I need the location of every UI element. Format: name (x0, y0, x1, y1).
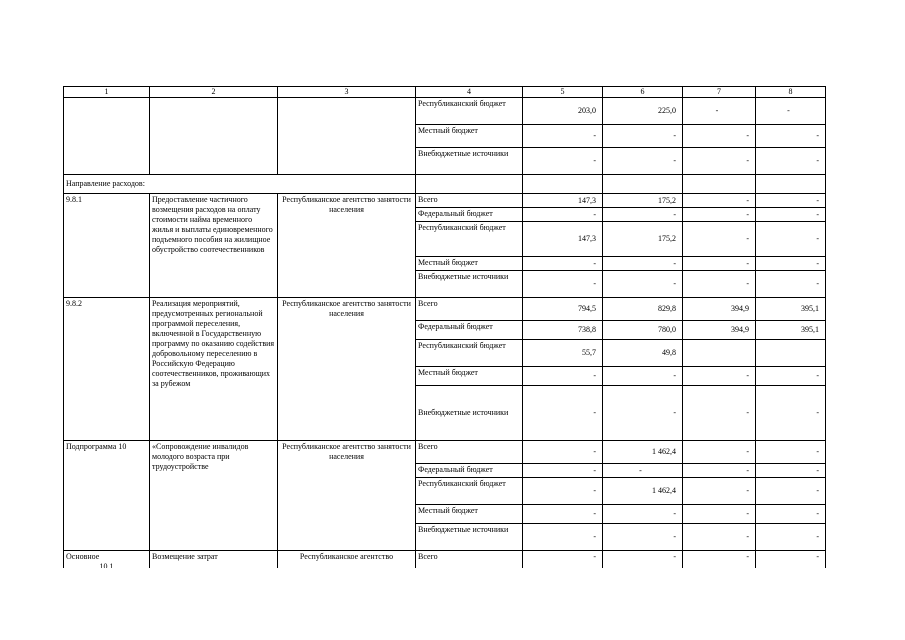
value-cell: 175,2 (603, 194, 683, 208)
source-cell: Федеральный бюджет (416, 321, 523, 340)
source-cell: Внебюджетные источники (416, 524, 523, 551)
value-cell: - (756, 524, 826, 551)
value-cell: - (523, 125, 603, 148)
value-cell: - (603, 464, 683, 478)
col-header: 7 (683, 87, 756, 98)
source-cell: Внебюджетные источники (416, 148, 523, 175)
table-viewport (63, 86, 826, 568)
value-cell: - (756, 367, 826, 386)
value-cell: 49,8 (603, 340, 683, 367)
item-name: «Сопровождение инвалидов молодого возраста при трудоустройстве (150, 441, 278, 551)
table-row (64, 194, 826, 208)
value-cell: - (603, 367, 683, 386)
value-cell: - (523, 505, 603, 524)
value-cell: - (603, 125, 683, 148)
value-cell: - (603, 505, 683, 524)
empty-cell (416, 175, 523, 194)
value-cell: - (603, 148, 683, 175)
value-cell: - (756, 148, 826, 175)
source-cell: Местный бюджет (416, 505, 523, 524)
value-cell: - (683, 98, 756, 125)
value-cell: - (683, 524, 756, 551)
value-cell: - (683, 386, 756, 441)
source-cell: Всего (416, 551, 523, 569)
value-cell (683, 340, 756, 367)
value-cell: 780,0 (603, 321, 683, 340)
item-name: Возмещение затрат (150, 551, 278, 569)
value-cell: - (683, 505, 756, 524)
empty-cell (278, 98, 416, 175)
table-row (64, 441, 826, 464)
value-cell: - (756, 125, 826, 148)
value-cell: 394,9 (683, 321, 756, 340)
item-executor: Республиканское агентство (278, 551, 416, 569)
empty-cell (523, 175, 603, 194)
value-cell (756, 340, 826, 367)
value-cell: - (603, 386, 683, 441)
value-cell: 147,3 (523, 194, 603, 208)
value-cell: - (523, 551, 603, 569)
empty-cell (683, 175, 756, 194)
value-cell: - (756, 441, 826, 464)
source-cell: Внебюджетные источники (416, 386, 523, 441)
value-cell: - (603, 551, 683, 569)
value-cell: - (683, 478, 756, 505)
empty-cell (756, 175, 826, 194)
value-cell: - (683, 208, 756, 222)
source-cell: Федеральный бюджет (416, 464, 523, 478)
budget-table (63, 86, 826, 568)
item-code: 9.8.1 (64, 194, 150, 298)
value-cell: 829,8 (603, 298, 683, 321)
value-cell: 147,3 (523, 222, 603, 257)
source-cell: Республиканский бюджет (416, 340, 523, 367)
table-row (64, 298, 826, 321)
value-cell: - (603, 257, 683, 271)
value-cell: - (603, 271, 683, 298)
value-cell: 1 462,4 (603, 441, 683, 464)
value-cell: - (683, 464, 756, 478)
value-cell: - (523, 464, 603, 478)
value-cell: 394,9 (683, 298, 756, 321)
value-cell: - (683, 222, 756, 257)
value-cell: - (683, 551, 756, 569)
column-number-row (64, 87, 826, 98)
value-cell: - (683, 367, 756, 386)
value-cell: - (523, 478, 603, 505)
value-cell: - (523, 367, 603, 386)
value-cell: - (756, 194, 826, 208)
col-header: 1 (64, 87, 150, 98)
col-header: 4 (416, 87, 523, 98)
item-name: Предоставление частичного возмещения расходов на оплату стоимости найма временного жилья и выплаты единовременного подъемного пособия на жилищное обустройство соотечественников (150, 194, 278, 298)
col-header: 8 (756, 87, 826, 98)
item-code (64, 551, 150, 569)
value-cell: - (523, 524, 603, 551)
source-cell: Республиканский бюджет (416, 98, 523, 125)
value-cell: - (603, 208, 683, 222)
source-cell: Всего (416, 194, 523, 208)
value-cell: - (683, 257, 756, 271)
value-cell: 738,8 (523, 321, 603, 340)
item-name: Реализация мероприятий, предусмотренных региональной программой переселения, включенной в Государственную программу по оказанию содействия добровольному переселению в Российскую Федерацию соотечественников, проживающих за рубежом (150, 298, 278, 441)
empty-cell (603, 175, 683, 194)
value-cell: - (756, 505, 826, 524)
value-cell: - (756, 386, 826, 441)
value-cell: 395,1 (756, 298, 826, 321)
value-cell: 55,7 (523, 340, 603, 367)
value-cell: 794,5 (523, 298, 603, 321)
value-cell: - (683, 125, 756, 148)
value-cell: - (683, 441, 756, 464)
value-cell: 175,2 (603, 222, 683, 257)
item-executor: Республиканское агентство занятости населения (278, 194, 416, 298)
empty-cell (150, 98, 278, 175)
table-row (64, 98, 826, 125)
item-executor: Республиканское агентство занятости населения (278, 298, 416, 441)
empty-cell (64, 98, 150, 175)
item-code-number: 10.1 (99, 562, 114, 568)
value-cell: - (523, 386, 603, 441)
value-cell: - (756, 551, 826, 569)
value-cell: - (603, 524, 683, 551)
source-cell: Республиканский бюджет (416, 222, 523, 257)
value-cell: - (756, 208, 826, 222)
source-cell: Местный бюджет (416, 257, 523, 271)
source-cell: Внебюджетные источники (416, 271, 523, 298)
value-cell: 225,0 (603, 98, 683, 125)
value-cell: - (683, 271, 756, 298)
value-cell: - (756, 222, 826, 257)
value-cell: - (523, 271, 603, 298)
value-cell: - (756, 98, 826, 125)
col-header: 6 (603, 87, 683, 98)
source-cell: Местный бюджет (416, 367, 523, 386)
value-cell: - (523, 208, 603, 222)
col-header: 3 (278, 87, 416, 98)
item-code-text: Основное (66, 552, 100, 561)
source-cell: Республиканский бюджет (416, 478, 523, 505)
col-header: 2 (150, 87, 278, 98)
item-executor: Республиканское агентство занятости населения (278, 441, 416, 551)
item-code: 9.8.2 (64, 298, 150, 441)
value-cell: - (756, 257, 826, 271)
value-cell: 1 462,4 (603, 478, 683, 505)
source-cell: Всего (416, 441, 523, 464)
value-cell: - (683, 148, 756, 175)
source-cell: Местный бюджет (416, 125, 523, 148)
source-cell: Федеральный бюджет (416, 208, 523, 222)
value-cell: - (756, 271, 826, 298)
value-cell: 203,0 (523, 98, 603, 125)
item-code: Подпрограмма 10 (64, 441, 150, 551)
value-cell: - (523, 257, 603, 271)
source-cell: Всего (416, 298, 523, 321)
value-cell: - (756, 464, 826, 478)
value-cell: 395,1 (756, 321, 826, 340)
direction-label: Направление расходов: (64, 175, 416, 194)
value-cell: - (523, 441, 603, 464)
table-row (64, 551, 826, 569)
value-cell: - (683, 194, 756, 208)
col-header: 5 (523, 87, 603, 98)
direction-row (64, 175, 826, 194)
value-cell: - (756, 478, 826, 505)
value-cell: - (523, 148, 603, 175)
